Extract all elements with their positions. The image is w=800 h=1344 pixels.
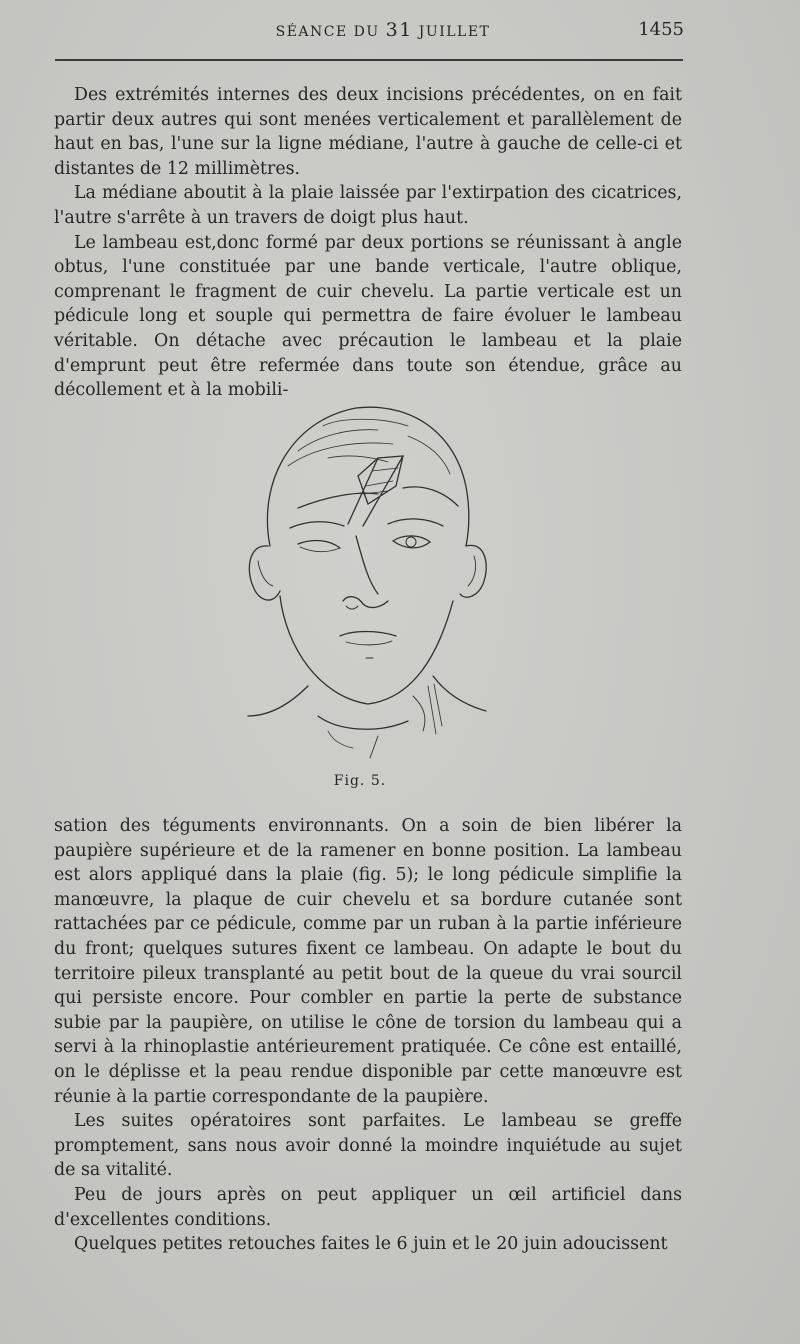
body-text-bottom [54,814,682,1257]
face-sketch-illustration [228,396,493,768]
paragraph: Des extrémités internes des deux incisions précédentes, on en fait partir deux autres qui sont menées verticalement et parallèlement de haut en bas, l'une sur la ligne médiane, l'autre à gauche de celle-ci et distantes de 12 millimètres. [54,85,682,179]
paragraph: La médiane aboutit à la plaie laissée par l'extirpation des cicatrices, l'autre s'arrête à un travers de doigt plus haut. [54,183,682,228]
paragraph: sation des téguments environnants. On a soin de bien libérer la paupière supérieure et de la ramener en bonne position. La lambeau est alors appliqué dans la plaie (fig. 5); le long pédicule simplifie la manœuvre, la plaque de cuir chevelu et sa bordure cutanée sont rattachées par ce pédicule, comme par un ruban à la partie inférieure du front; quelques sutures fixent ce lambeau. On adapte le bout du territoire pileux transplanté au petit bout de la queue du vrai sourcil qui persiste encore. Pour combler en partie la perte de substance subie par la paupière, on utilise le cône de torsion du lambeau qui a servi à la rhinoplastie antérieurement pratiquée. Ce cône est entaillé, on le déplisse et la peau rendue disponible par cette manœuvre est réunie à la partie correspondante de la paupière. [54,816,682,1107]
running-title-part: JUILLET [412,24,491,40]
paragraph: Peu de jours après on peut appliquer un œil artificiel dans d'excellentes conditions. [54,1184,682,1230]
paragraph: Quelques petites retouches faites le 6 juin et le 20 juin adoucissent [74,1234,668,1255]
body-text-top [54,83,682,403]
running-title [52,19,684,41]
running-title-date: 31 [385,19,413,41]
page-header [52,19,684,47]
paragraph: Le lambeau est,donc formé par deux portions se réunissant à angle obtus, l'une constituée par une bande verticale, l'autre oblique, comprenant le fragment de cuir chevelu. La partie verticale est un pédicule long et souple qui permettra de faire évoluer le lambeau véritable. On détache avec précaution le lambeau et la plaie d'emprunt peut être refermée dans toute son étendue, grâce au décollement et à la mobili- [54,232,682,401]
paragraph: Les suites opératoires sont parfaites. Le lambeau se greffe promptement, sans nous avoir donné la moindre inquiétude au sujet de sa vitalité. [54,1111,682,1181]
page-number: 1455 [638,19,684,40]
running-title-part: SÉANCE DU [275,24,386,40]
header-rule [55,59,683,61]
figure-caption: Fig. 5. [333,773,387,789]
